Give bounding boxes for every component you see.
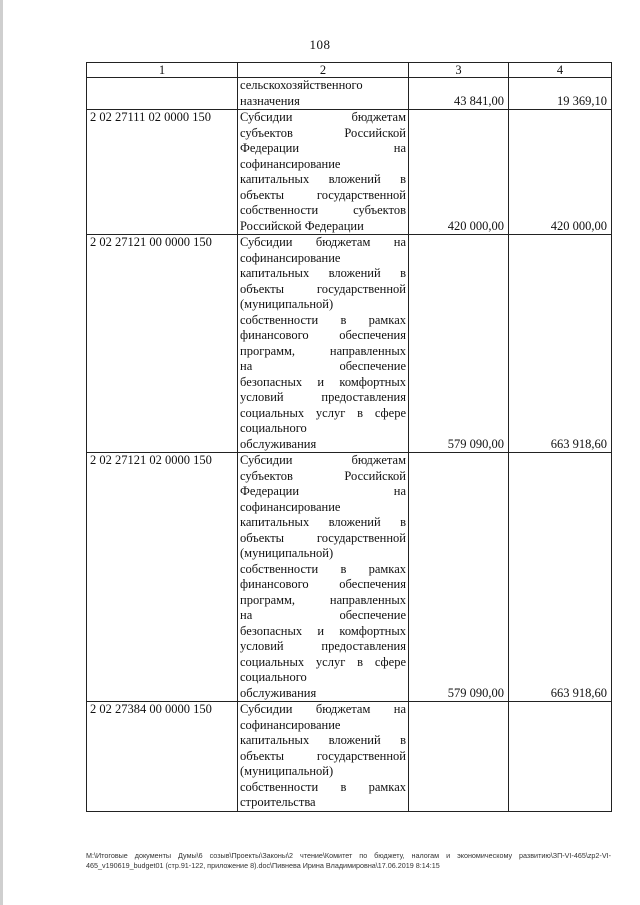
amount-col4-cell: 19 369,10	[509, 78, 612, 110]
description-line: программ, направленных	[240, 592, 406, 607]
budget-code-cell: 2 02 27121 00 0000 150	[87, 235, 238, 453]
column-header: 3	[409, 63, 509, 78]
description-line: обслуживания	[240, 685, 317, 700]
description-line: собственности в рамках	[240, 561, 406, 576]
budget-code-cell: 2 02 27121 02 0000 150	[87, 453, 238, 702]
description-line: капитальных вложений в	[240, 266, 406, 280]
amount-col3-cell: 579 090,00	[409, 453, 509, 702]
description-line: социальных услуг в сфере	[240, 405, 406, 420]
description-line: сельскохозяйственного	[240, 78, 363, 92]
description-line: безопасных и комфортных	[240, 374, 406, 389]
budget-code-cell	[87, 78, 238, 110]
amount-col4-cell	[509, 702, 612, 812]
description-line: Субсидии бюджетам на	[240, 235, 406, 249]
table-row	[87, 702, 612, 812]
table-row	[87, 453, 612, 702]
file-path-footer: M:\Итоговые документы Думы\6 созыв\Проекты\Законы\2 чтение\Комитет по бюджету, налогам и экономическому развитию\ЗП-VI-465\zp2-VI-465_v190619_budget01 (стр.91-122, приложение 8).doc\Пивнева Ирина Владимировна\17.06.2019 8:14:15	[86, 851, 611, 870]
description-line: Российской Федерации	[240, 218, 364, 233]
description-line: социальных услуг в сфере	[240, 654, 406, 669]
column-header: 1	[87, 63, 238, 78]
description-line: Субсидии бюджетам на	[240, 702, 406, 716]
description-line: безопасных и комфортных	[240, 623, 406, 638]
description-line: капитальных вложений в	[240, 733, 406, 747]
description-line: социального	[240, 670, 307, 684]
budget-code-cell: 2 02 27384 00 0000 150	[87, 702, 238, 812]
amount-col3-cell: 420 000,00	[409, 110, 509, 235]
amount-col4-cell: 663 918,60	[509, 235, 612, 453]
amount-col4-cell: 420 000,00	[509, 110, 612, 235]
description-line: объекты государственной	[240, 748, 406, 763]
description-cell	[238, 110, 409, 235]
table-row	[87, 110, 612, 235]
description-line: Субсидии бюджетам	[240, 453, 406, 467]
amount-col3-cell: 579 090,00	[409, 235, 509, 453]
description-line: собственности в рамках	[240, 312, 406, 327]
description-line: софинансирование	[240, 250, 341, 265]
description-line: субъектов Российской	[240, 468, 406, 483]
description-line: субъектов Российской	[240, 125, 406, 140]
amount-col3-cell	[409, 702, 509, 812]
description-line: Федерации на	[240, 484, 406, 498]
amount-col3-cell: 43 841,00	[409, 78, 509, 110]
column-header: 2	[238, 63, 409, 78]
description-line: собственности субъектов	[240, 203, 406, 217]
description-line: финансового обеспечения	[240, 577, 406, 591]
description-line: строительства	[240, 795, 316, 809]
description-line: капитальных вложений в	[240, 172, 406, 186]
description-line: Федерации на	[240, 141, 406, 155]
description-line: объекты государственной	[240, 187, 406, 202]
description-cell	[238, 78, 409, 110]
description-line: условий предоставления	[240, 390, 406, 404]
description-line: программ, направленных	[240, 343, 406, 358]
table-header-row	[87, 63, 612, 78]
description-line: софинансирование	[240, 499, 341, 514]
description-line: собственности в рамках	[240, 779, 406, 794]
scan-binding-edge	[0, 0, 3, 905]
page-number: 108	[309, 37, 331, 52]
description-line: (муниципальной)	[240, 297, 334, 311]
description-line: социального	[240, 421, 307, 435]
description-line: финансового обеспечения	[240, 328, 406, 342]
description-line: (муниципальной)	[240, 546, 334, 560]
description-cell	[238, 702, 409, 812]
description-line: на обеспечение	[240, 608, 406, 622]
description-line: софинансирование	[240, 717, 341, 732]
description-cell	[238, 453, 409, 702]
table-row	[87, 235, 612, 453]
description-cell	[238, 235, 409, 453]
budget-code-cell: 2 02 27111 02 0000 150	[87, 110, 238, 235]
description-line: условий предоставления	[240, 639, 406, 653]
description-line: капитальных вложений в	[240, 515, 406, 529]
description-line: обслуживания	[240, 436, 317, 451]
description-line: Субсидии бюджетам	[240, 110, 406, 124]
amount-col4-cell: 663 918,60	[509, 453, 612, 702]
budget-table	[86, 62, 612, 812]
description-line: назначения	[240, 93, 300, 108]
description-line: (муниципальной)	[240, 764, 334, 778]
table-row	[87, 78, 612, 110]
description-line: софинансирование	[240, 156, 341, 171]
description-line: объекты государственной	[240, 281, 406, 296]
description-line: на обеспечение	[240, 359, 406, 373]
description-line: объекты государственной	[240, 530, 406, 545]
column-header: 4	[509, 63, 612, 78]
